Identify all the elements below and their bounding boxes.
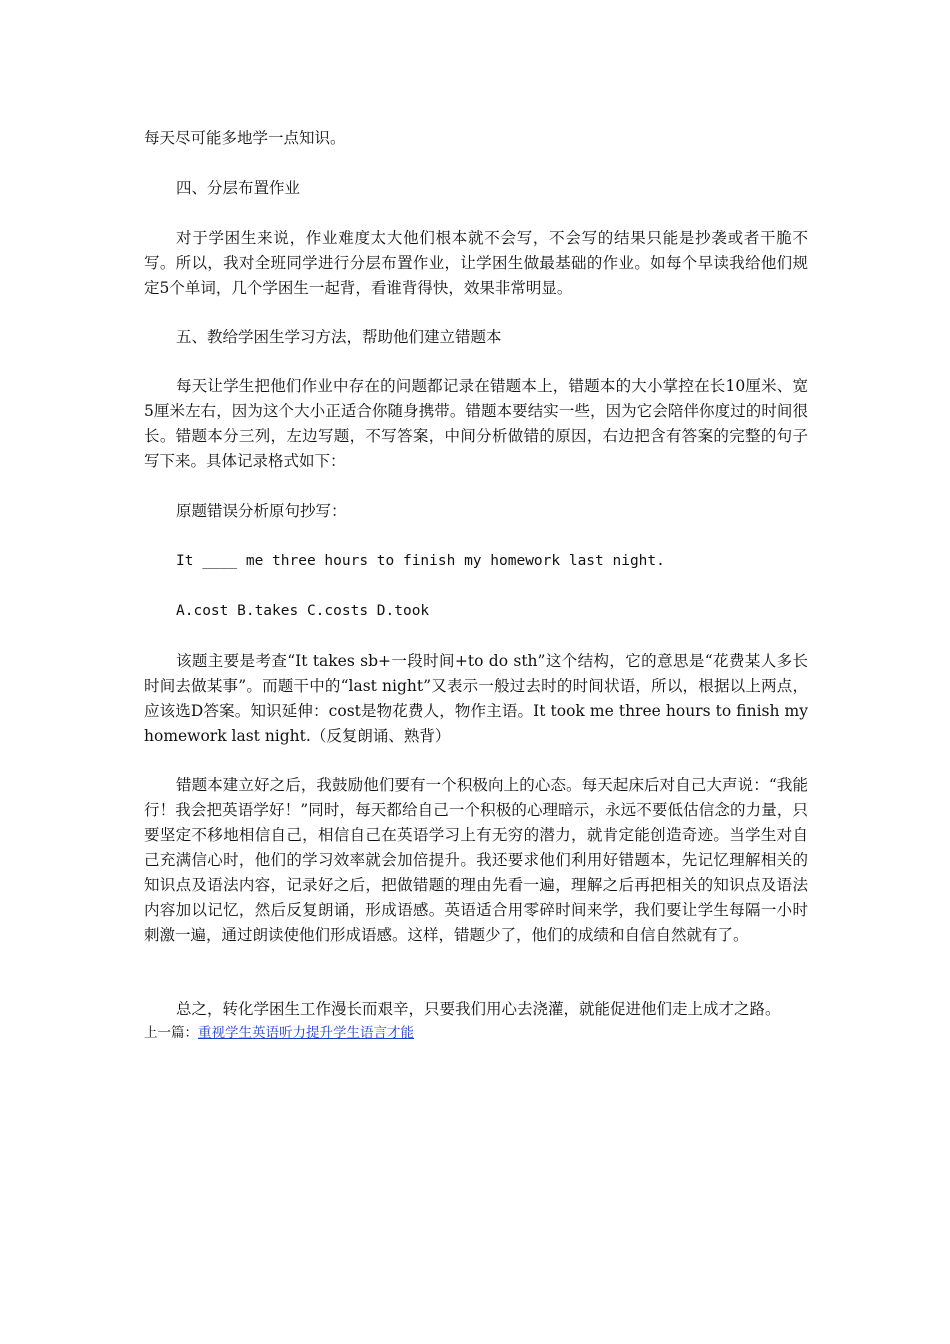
paragraph-analysis: 该题主要是考查“It takes sb+一段时间+to do sth”这个结构，它的意思是“花费某人多长时间去做某事”。而题干中的“last night”又表示一般过去时的时间状语，所以，根据以上两点，应该选D答案。知识延伸：cost是物花费人，物作主语。It took me three hours to finish my homework last night.（反复朗诵、熟背） bbox=[144, 652, 808, 745]
prev-article-nav bbox=[144, 1024, 414, 1042]
example-question: It ____ me three hours to finish my homework last night. bbox=[176, 553, 665, 569]
paragraph-layered-homework: 对于学困生来说，作业难度太大他们根本就不会写，不会写的结果只能是抄袭或者干脆不写。所以，我对全班同学进行分层布置作业，让学困生做最基础的作业。如每个早读我给他们规定5个单词，几个学困生一起背，看谁背得快，效果非常明显。 bbox=[144, 229, 808, 297]
paragraph-intro-tail: 每天尽可能多地学一点知识。 bbox=[144, 129, 346, 147]
example-options: A.cost B.takes C.costs D.took bbox=[176, 603, 430, 619]
section-heading-4: 四、分层布置作业 bbox=[176, 179, 301, 197]
paragraph-format-heading: 原题错误分析原句抄写： bbox=[176, 502, 347, 520]
paragraph-conclusion: 总之，转化学困生工作漫长而艰辛，只要我们用心去浇灌，就能促进他们走上成才之路。 bbox=[176, 1000, 781, 1018]
prev-article-label: 上一篇： bbox=[144, 1025, 198, 1041]
paragraph-error-notebook: 每天让学生把他们作业中存在的问题都记录在错题本上，错题本的大小掌控在长10厘米、宽5厘米左右，因为这个大小正适合你随身携带。错题本要结实一些，因为它会陪伴你度过的时间很长。错题本分三列，左边写题，不写答案，中间分析做错的原因，右边把含有答案的完整的句子写下来。具体记录格式如下： bbox=[144, 377, 808, 470]
paragraph-encouragement: 错题本建立好之后，我鼓励他们要有一个积极向上的心态。每天起床后对自己大声说：“我能行！我会把英语学好！”同时，每天都给自己一个积极的心理暗示，永远不要低估信念的力量，只要坚定不移地相信自己，相信自己在英语学习上有无穷的潜力，就肯定能创造奇迹。当学生对自己充满信心时，他们的学习效率就会加倍提升。我还要求他们利用好错题本，先记忆理解相关的知识点及语法内容，记录好之后，把做错题的理由先看一遍，理解之后再把相关的知识点及语法内容加以记忆，然后反复朗诵，形成语感。英语适合用零碎时间来学，我们要让学生每隔一小时刺激一遍，通过朗读使他们形成语感。这样，错题少了，他们的成绩和自信自然就有了。 bbox=[144, 776, 808, 944]
prev-article-link[interactable]: 重视学生英语听力提升学生语言才能 bbox=[198, 1025, 414, 1041]
section-heading-5: 五、教给学困生学习方法，帮助他们建立错题本 bbox=[176, 328, 502, 346]
